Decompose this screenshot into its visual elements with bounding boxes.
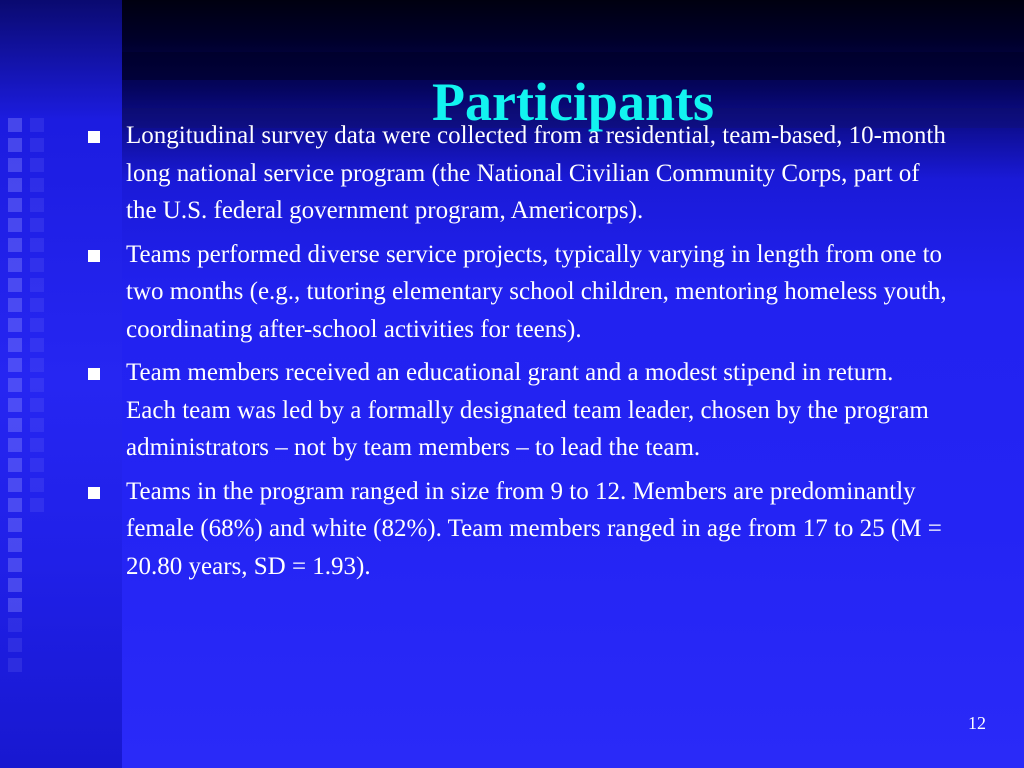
- decorative-square: [30, 278, 44, 292]
- decorative-square: [8, 518, 22, 532]
- square-bullet-icon: [88, 131, 100, 143]
- decorative-square: [8, 178, 22, 192]
- decorative-square: [30, 438, 44, 452]
- decorative-square: [30, 218, 44, 232]
- decorative-square: [30, 318, 44, 332]
- decorative-square: [8, 238, 22, 252]
- decorative-square: [30, 298, 44, 312]
- decorative-square: [8, 398, 22, 412]
- decorative-square: [8, 158, 22, 172]
- decorative-square: [8, 198, 22, 212]
- square-bullet-icon: [88, 250, 100, 262]
- decorative-square: [30, 338, 44, 352]
- decorative-square: [8, 298, 22, 312]
- decorative-square: [30, 358, 44, 372]
- decorative-square: [30, 138, 44, 152]
- decorative-square: [8, 538, 22, 552]
- decorative-square: [30, 498, 44, 512]
- square-bullet-icon: [88, 368, 100, 380]
- decorative-squares-column-faint: [30, 118, 48, 518]
- decorative-square: [8, 278, 22, 292]
- bullet-item: [88, 473, 948, 586]
- decorative-square: [8, 258, 22, 272]
- decorative-square: [8, 358, 22, 372]
- bullet-text: Teams in the program ranged in size from 9 to 12. Members are predominantly female (68%) and white (82%). Team members ranged in age from 17 to 25 (M = 20.80 years, SD = 1.93).: [126, 477, 942, 580]
- decorative-square: [8, 598, 22, 612]
- decorative-square: [30, 478, 44, 492]
- decorative-squares-column: [8, 118, 26, 678]
- decorative-square: [30, 198, 44, 212]
- decorative-square: [8, 458, 22, 472]
- decorative-square: [8, 338, 22, 352]
- decorative-square: [30, 238, 44, 252]
- decorative-square: [8, 438, 22, 452]
- bullet-item: [88, 354, 948, 467]
- square-bullet-icon: [88, 487, 100, 499]
- decorative-square: [8, 218, 22, 232]
- decorative-square: [8, 638, 22, 652]
- decorative-square: [8, 418, 22, 432]
- decorative-square: [30, 458, 44, 472]
- bullet-item: [88, 236, 948, 349]
- decorative-square: [8, 658, 22, 672]
- decorative-square: [30, 118, 44, 132]
- decorative-square: [30, 158, 44, 172]
- decorative-square: [8, 578, 22, 592]
- decorative-square: [30, 378, 44, 392]
- bullet-text: Longitudinal survey data were collected from a residential, team-based, 10-month long national service program (the National Civilian Community Corps, part of the U.S. federal government program, Americorps).: [126, 122, 946, 224]
- decorative-square: [8, 498, 22, 512]
- bullet-list: [88, 117, 948, 591]
- decorative-square: [8, 478, 22, 492]
- decorative-square: [30, 418, 44, 432]
- decorative-square: [8, 618, 22, 632]
- bullet-item: [88, 117, 948, 230]
- decorative-square: [30, 398, 44, 412]
- page-number: 12: [968, 713, 986, 733]
- bullet-text: Team members received an educational grant and a modest stipend in return. Each team was led by a formally designated team leader, chosen by the program administrators – not by team members – to lead the team.: [126, 359, 929, 461]
- slide-title: Participants: [432, 72, 714, 133]
- decorative-square: [30, 258, 44, 272]
- bullet-text: Teams performed diverse service projects, typically varying in length from one to two months (e.g., tutoring elementary school children, mentoring homeless youth, coordinating after-school activities for teens).: [126, 240, 947, 343]
- decorative-square: [30, 178, 44, 192]
- decorative-square: [8, 318, 22, 332]
- decorative-square: [8, 378, 22, 392]
- decorative-square: [8, 118, 22, 132]
- decorative-square: [8, 138, 22, 152]
- decorative-square: [8, 558, 22, 572]
